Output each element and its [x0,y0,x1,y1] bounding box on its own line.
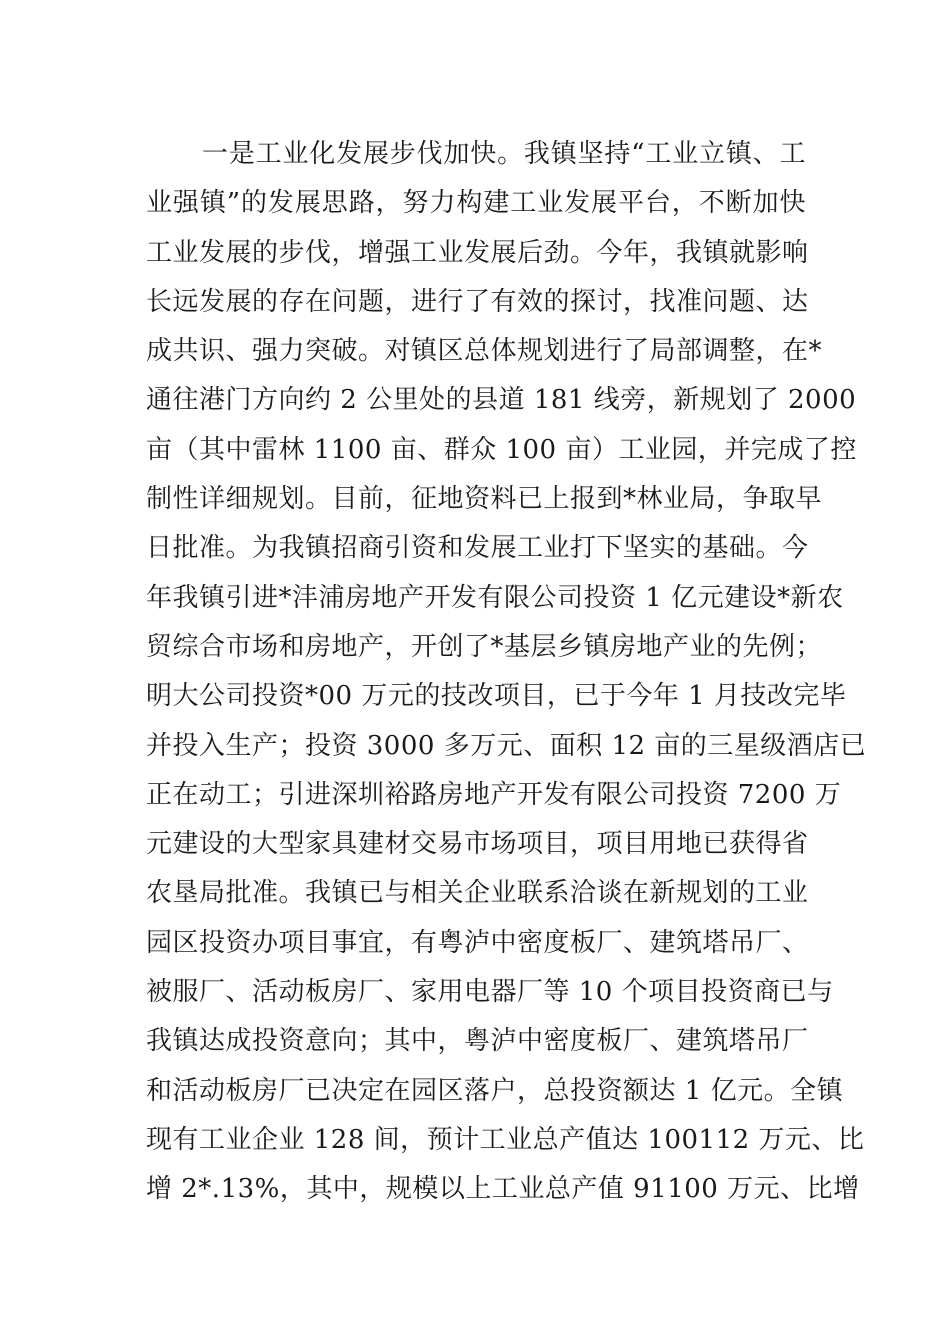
paragraph-line: 工业发展的步伐，增强工业发展后劲。今年，我镇就影响 [146,237,809,268]
paragraph-line: 现有工业企业 128 间，预计工业总产值达 100112 万元、比 [146,1124,865,1155]
paragraph-line: 长远发展的存在问题，进行了有效的探讨，找准问题、达 [146,286,809,317]
paragraph-line: 增 2*.13%，其中，规模以上工业总产值 91100 万元、比增 [146,1174,860,1205]
paragraph-line: 成共识、强力突破。对镇区总体规划进行了局部调整，在* [146,336,823,367]
paragraph-line: 通往港门方向约 2 公里处的县道 181 线旁，新规划了 2000 [146,385,857,416]
paragraph-line: 正在动工；引进深圳裕路房地产开发有限公司投资 7200 万 [146,779,842,810]
paragraph-line: 我镇达成投资意向；其中，粤泸中密度板厂、建筑塔吊厂 [146,1026,809,1057]
paragraph-line: 贸综合市场和房地产，开创了*基层乡镇房地产业的先例； [146,631,823,662]
paragraph-line: 元建设的大型家具建材交易市场项目，项目用地已获得省 [146,829,809,860]
paragraph-line: 明大公司投资*00 万元的技改项目，已于今年 1 月技改完毕 [146,681,847,712]
paragraph-line: 园区投资办项目事宜，有粤泸中密度板厂、建筑塔吊厂、 [146,927,809,958]
paragraph-line: 日批准。为我镇招商引资和发展工业打下坚实的基础。今 [146,533,809,564]
paragraph-line: 被服厂、活动板房厂、家用电器厂等 10 个项目投资商已与 [146,977,834,1008]
paragraph-line: 年我镇引进*沣浦房地产开发有限公司投资 1 亿元建设*新农 [146,582,844,613]
paragraph-line: 制性详细规划。目前，征地资料已上报到*林业局，争取早 [146,484,823,515]
paragraph-line: 业强镇”的发展思路，努力构建工业发展平台，不断加快 [146,188,806,219]
paragraph-line: 并投入生产；投资 3000 多万元、面积 12 亩的三星级酒店已 [146,730,867,761]
paragraph-line: 和活动板房厂已决定在园区落户，总投资额达 1 亿元。全镇 [146,1075,844,1106]
paragraph-line: 一是工业化发展步伐加快。我镇坚持“工业立镇、工 [202,139,806,169]
paragraph-line: 农垦局批准。我镇已与相关企业联系洽谈在新规划的工业 [146,878,809,909]
paragraph-body [146,130,867,1215]
paragraph-line: 亩（其中雷林 1100 亩、群众 100 亩）工业园，并完成了控 [146,434,857,465]
